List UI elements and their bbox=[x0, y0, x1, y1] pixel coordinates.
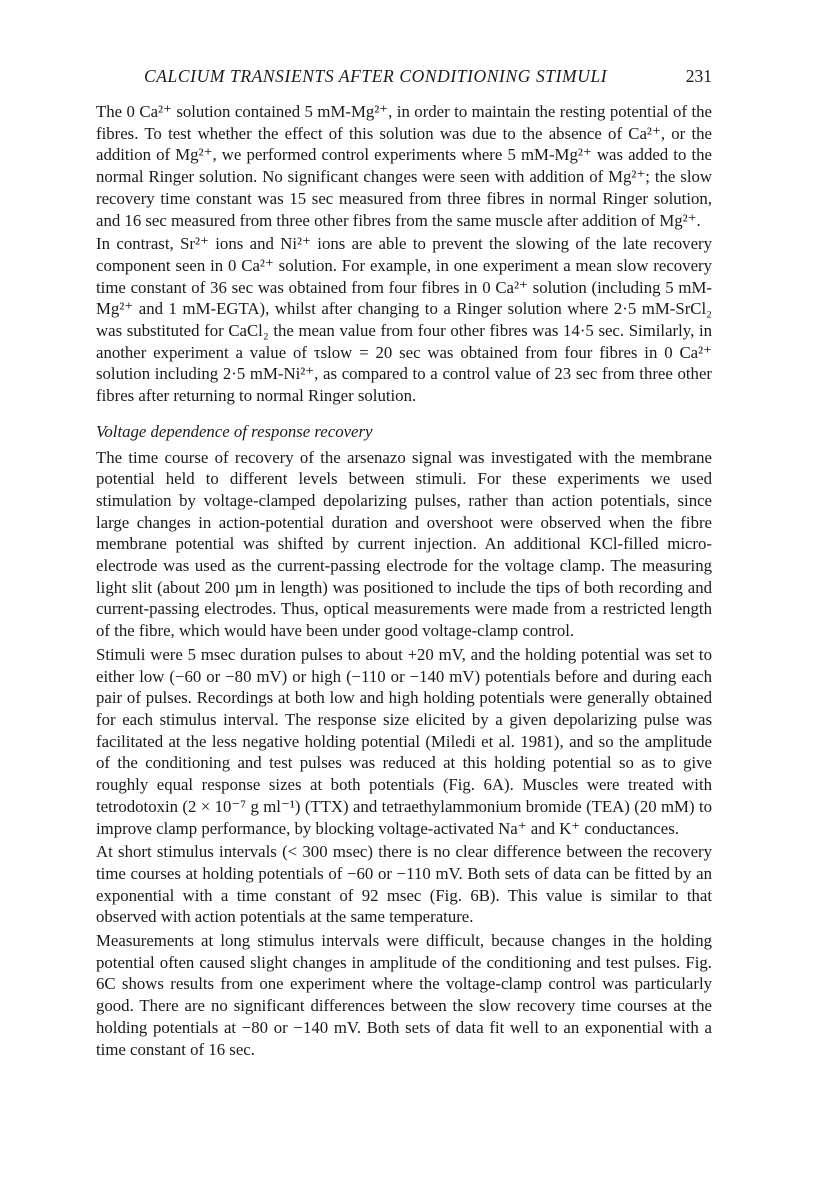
paragraph-1: The 0 Ca²⁺ solution contained 5 mM-Mg²⁺, in order to maintain the resting potential of the fibres. To test whether the effect of this solution was due to the absence of Ca²⁺, or the addition of Mg²⁺, we performed control experiments where 5 mM-Mg²⁺ was added to the normal Ringer solution. No significant changes were seen with addition of Mg²⁺; the slow recovery time constant was 15 sec measured from three fibres in normal Ringer solution, and 16 sec measured from three other fibres from the same muscle after addition of Mg²⁺. bbox=[96, 102, 712, 230]
paragraph-2: In contrast, Sr²⁺ ions and Ni²⁺ ions are able to prevent the slowing of the late recovery component seen in 0 Ca²⁺ solution. For example, in one experiment a mean slow recovery time constant of 36 sec was obtained from four fibres in 0 Ca²⁺ solution (including 5 mM-Mg²⁺ and 1 mM-EGTA), whilst after changing to a Ringer solution where 2·5 mM-SrCl₂ was substituted for CaCl₂ the mean value from four other fibres was 14·5 sec. Similarly, in another experiment a value of τslow = 20 sec was obtained from four fibres in 0 Ca²⁺ solution including 2·5 mM-Ni²⁺, as compared to a control value of 23 sec from three other fibres after returning to normal Ringer solution. bbox=[96, 234, 712, 406]
page-number: 231 bbox=[685, 66, 712, 86]
paragraph-3: The time course of recovery of the arsenazo signal was investigated with the membrane potential held to different levels between stimuli. For these experiments we used stimulation by voltage-clamped depolarizing pulses, rather than action potentials, since large changes in action-potential duration and overshoot were observed when the fibre membrane potential was shifted by current injection. An additional KCl-filled micro-electrode was used as the current-passing electrode for the voltage clamp. The measuring light slit (about 200 µm in length) was positioned to include the tips of both recording and current-passing electrodes. Thus, optical measurements were made from a restricted length of the fibre, which would have been under good voltage-clamp control. bbox=[96, 447, 712, 641]
paragraph-5: At short stimulus intervals (< 300 msec) there is no clear difference between the recovery time courses at holding potentials of −60 or −110 mV. Both sets of data can be fitted by an exponential with a time constant of 92 msec (Fig. 6B). This value is similar to that observed with action potentials at the same temperature. bbox=[96, 842, 712, 927]
running-title: CALCIUM TRANSIENTS AFTER CONDITIONING STIMULI bbox=[144, 66, 608, 86]
article-body bbox=[96, 101, 712, 1060]
section-heading: Voltage dependence of response recovery bbox=[96, 421, 373, 441]
paragraph-4: Stimuli were 5 msec duration pulses to about +20 mV, and the holding potential was set to either low (−60 or −80 mV) or high (−110 or −140 mV) potentials before and during each pair of pulses. Recordings at both low and high holding potentials were generally obtained for each stimulus interval. The response size elicited by a given depolarizing pulse was facilitated at the less negative holding potential (Miledi et al. 1981), and so the amplitude of the conditioning and test pulses was reduced at this holding potential so as to give roughly equal response sizes at both potentials (Fig. 6A). Muscles were treated with tetrodotoxin (2 × 10⁻⁷ g ml⁻¹) (TTX) and tetraethylammonium bromide (TEA) (20 mM) to improve clamp performance, by blocking voltage-activated Na⁺ and K⁺ conductances. bbox=[96, 644, 712, 838]
paragraph-6: Measurements at long stimulus intervals were difficult, because changes in the holding potential often caused slight changes in amplitude of the conditioning and test pulses. Fig. 6C shows results from one experiment where the voltage-clamp control was particularly good. There are no significant differences between the slow recovery time courses at the holding potentials at −80 or −140 mV. Both sets of data fit well to an exponential with a time constant of 16 sec. bbox=[96, 931, 712, 1059]
page-header bbox=[96, 66, 712, 88]
